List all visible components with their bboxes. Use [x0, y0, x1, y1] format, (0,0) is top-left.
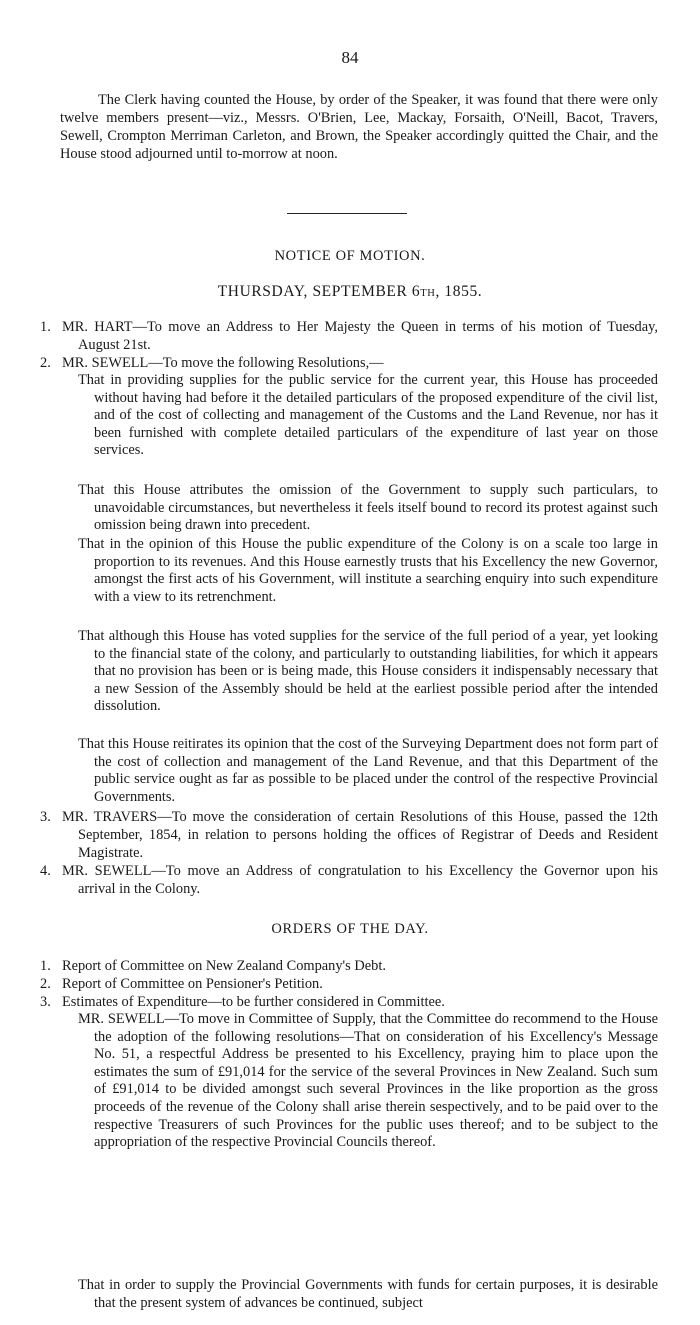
order-subparagraph: That in order to supply the Provincial Governments with funds for certain purposes, it is desirable that the present system of advances be continued, subject	[78, 1277, 658, 1311]
notice-of-motion-heading: NOTICE OF MOTION.	[274, 248, 426, 264]
motion-text: MR. HART—To move an Address to Her Majesty the Queen in terms of his motion of Tuesday, August 21st.	[62, 319, 658, 353]
section-divider	[287, 213, 407, 214]
resolution-paragraph: That this House attributes the omission of the Government to supply such particulars, to unavoidable circumstances, but nevertheless it feels itself bound to record its protest against such omission being drawn into precedent.	[78, 482, 658, 534]
resolution-paragraph: That in providing supplies for the public service for the current year, this House has proceeded without having had before it the detailed particulars of the proposed expenditure of the civil list, and of the cost of collecting and management of the Customs and the Land Revenue, nor has it been furnished with complete detailed particulars of the expenditure of last year on those services.	[78, 372, 658, 459]
intro-paragraph: The Clerk having counted the House, by order of the Speaker, it was found that there were only twelve members present—viz., Messrs. O'Brien, Lee, Mackay, Forsaith, O'Neill, Bacot, Travers, Sewell, Crompton Merriman Carleton, and Brown, the Speaker accordingly quitted the Chair, and the House stood adjourned until to-morrow at noon.	[60, 92, 658, 162]
motion-item	[40, 318, 658, 354]
order-number: 1.	[40, 958, 51, 974]
date-heading-year: , 1855.	[435, 283, 483, 300]
resolution-paragraph: That in the opinion of this House the public expenditure of the Colony is on a scale too large in proportion to its revenues. And this House earnestly trusts that his Excellency the new Governor, amongst the first acts of his Government, will institute a searching enquiry into such expenditure with a view to its retrenchment.	[78, 536, 658, 605]
order-text: Report of Committee on New Zealand Company's Debt.	[62, 958, 386, 974]
motion-number: 3.	[40, 809, 51, 825]
motion-item	[40, 862, 658, 898]
order-item	[40, 975, 658, 993]
motion-number: 4.	[40, 863, 51, 879]
order-subparagraph: MR. SEWELL—To move in Committee of Supply, that the Committee do recommend to the House the adoption of the following resolutions—That on consideration of his Excellency's Message No. 51, a respectful Address be presented to his Excellency, praying him to place upon the estimates the sum of £91,014 for the service of the several Provinces in New Zealand. Such sum of £91,014 to be divided amongst such several Provinces in the like proportion as the gross proceeds of the revenue of the Colony shall arise therein sespectively, and to be paid over to the respective Treasurers of such Provinces for the public uses thereof; and to be subject to the appropriation of the respective Provincial Councils thereof.	[78, 1011, 658, 1151]
order-text: Estimates of Expenditure—to be further considered in Committee.	[62, 994, 445, 1010]
motion-number: 1.	[40, 319, 51, 335]
motion-text: MR. TRAVERS—To move the consideration of certain Resolutions of this House, passed the 12th September, 1854, in relation to persons holding the offices of Registrar of Deeds and Resident Magistrate.	[62, 809, 658, 861]
order-number: 2.	[40, 976, 51, 992]
motion-item	[40, 354, 658, 372]
page-number: 84	[341, 48, 359, 67]
motion-item	[40, 808, 658, 862]
resolution-paragraph: That although this House has voted supplies for the service of the full period of a year, yet looking to the financial state of the colony, and particularly to outstanding liabilities, for which it appears that no provision has been or is being made, this House considers it indispensably necessary that a new Session of the Assembly should be held at the earliest possible period after the intended dissolution.	[78, 628, 658, 715]
date-heading-ordinal: TH	[420, 288, 436, 299]
resolution-paragraph: That this House reitirates its opinion that the cost of the Surveying Department does not form part of the cost of collection and management of the Land Revenue, and that this Department of the public service ought as far as possible to be placed under the control of the respective Provincial Governments.	[78, 736, 658, 805]
orders-of-the-day-heading: ORDERS OF THE DAY.	[271, 921, 429, 937]
order-item	[40, 957, 658, 975]
date-heading-main: THURSDAY, SEPTEMBER 6	[217, 283, 421, 300]
order-number: 3.	[40, 994, 51, 1010]
motion-number: 2.	[40, 355, 51, 371]
motion-text: MR. SEWELL—To move an Address of congratulation to his Excellency the Governor upon his arrival in the Colony.	[62, 863, 658, 897]
date-heading	[0, 283, 700, 301]
order-item	[40, 993, 658, 1011]
motion-text: MR. SEWELL—To move the following Resolutions,—	[62, 355, 384, 371]
order-text: Report of Committee on Pensioner's Petition.	[62, 976, 323, 992]
